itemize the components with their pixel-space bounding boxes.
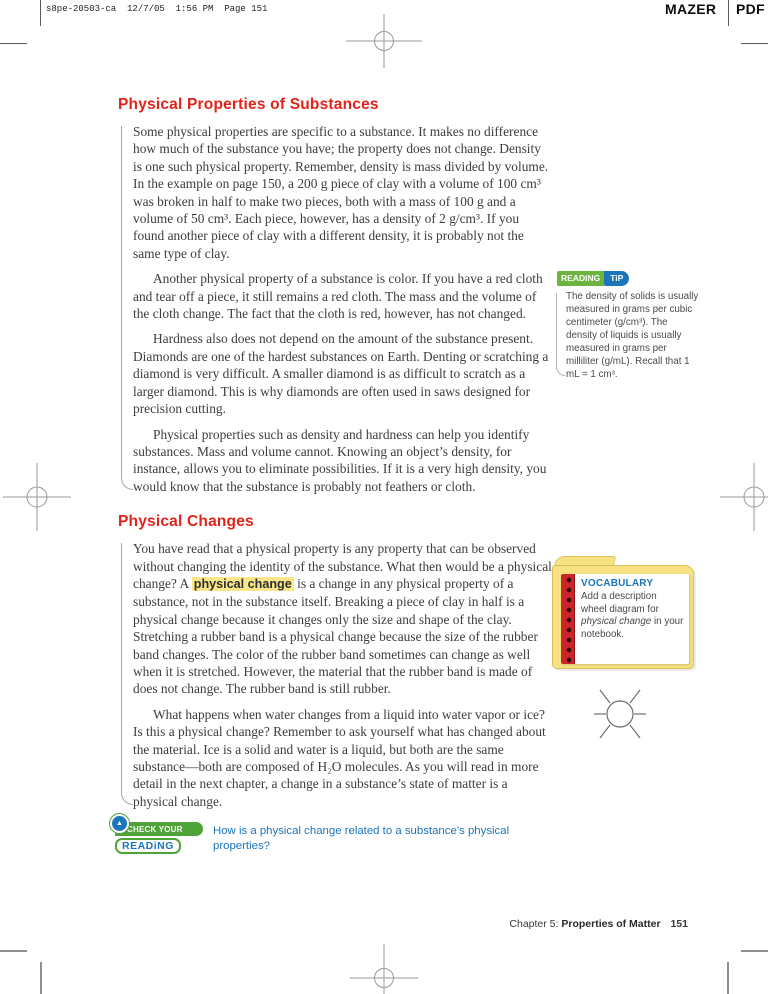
section-heading: Physical Changes [118, 513, 254, 531]
arrow-up-icon: ▲ [110, 814, 129, 833]
vocabulary-heading: VOCABULARY [581, 578, 654, 589]
section-heading: Physical Properties of Substances [118, 96, 379, 113]
vocabulary-sidebar [552, 556, 702, 670]
page-footer [0, 918, 688, 930]
paragraph: Hardness also does not depend on the amount of the substance present. Diamonds are one of the hardest substances on Earth. Denting or scratching a diamond is very difficult. A smaller diamond is as difficult to scratch as a larger diamond. This is why diamonds are often used in saws designed for precision cutting. [133, 331, 549, 417]
badge-top-label: CHECK YOUR [115, 822, 203, 836]
reading-label: READING [557, 271, 604, 286]
paragraph: Physical properties such as density and hardness can help you identify substances. Mass and volume cannot. Knowing an object’s density, for instance, allows you to eliminate possibilities. If it is a very high density, you would know that the substance is probably not feathers or cloth. [133, 426, 547, 494]
vocabulary-text-block [581, 578, 685, 641]
check-your-reading-question: How is a physical change related to a substance’s physical properties? [213, 825, 510, 852]
paragraph: Some physical properties are specific to a substance. It makes no difference how much of the substance you have; the property does not change. Density is one such physical property. Remember, density is mass divided by volume. In the example on page 150, a 200 g piece of clay with a volume of 100 cm³ was broken in half to make two pieces, both with a mass of 100 g and a volume of 50 cm³. Each piece, however, has a density of 2 g/cm³. If you found another piece of clay with a different density, it is probably not the same type of clay. [133, 124, 549, 261]
main-text-column [118, 96, 552, 854]
reading-tip-sidebar [556, 268, 700, 381]
paragraph: What happens when water changes from a liquid into water vapor or ice? Is this a physical change? Remember to ask yourself what has changed about the material. Ice is a solid and water is a liquid, but both are the same substance—both are composed of H₂O molecules. As you will read in more detail in the next chapter, a change in a substance’s state of matter is a physical change. [133, 706, 546, 809]
main-idea-bracket-block [118, 540, 552, 810]
crop-mark [728, 0, 729, 26]
vocab-text-part: in your notebook. [581, 616, 684, 640]
registration-mark-icon [350, 944, 418, 994]
chapter-prefix: Chapter 5: [509, 918, 559, 930]
publisher-label: MAZER [665, 1, 717, 17]
reading-tip-text: The density of solids is usually measured in grams per cubic centimeter (g/cm³). The density of liquids is usually measured in grams per milliliter (g/mL). Recall that 1 mL = 1 cm³. [556, 290, 700, 381]
crop-mark [40, 962, 42, 994]
registration-mark-icon [720, 463, 768, 531]
description-wheel-icon [582, 676, 658, 752]
check-your-reading [115, 819, 552, 854]
check-your-reading-badge [115, 819, 203, 854]
chapter-title: Properties of Matter [561, 918, 661, 930]
crop-mark [741, 43, 768, 44]
vocabulary-instruction [581, 591, 685, 641]
section-physical-changes [118, 513, 552, 854]
registration-mark-icon [3, 463, 71, 531]
folder-graphic [552, 556, 694, 670]
vocab-term-italic: physical change [581, 616, 652, 628]
crop-mark [0, 43, 27, 44]
page-number: 151 [670, 918, 688, 930]
crop-mark [40, 0, 41, 26]
registration-mark-icon [346, 14, 422, 68]
crop-mark [0, 950, 27, 952]
tip-label: TiP [604, 271, 629, 286]
paragraph-text: You have read that a physical property is any property that can be observed without changing the identity of the substance. What then would be a physical change? A [133, 541, 552, 591]
badge-bottom-label: READiNG [115, 838, 181, 854]
main-idea-bracket-block [118, 123, 552, 495]
format-label: PDF [736, 1, 765, 17]
prepress-file-info: s8pe-20503-ca 12/7/05 1:56 PM Page 151 [46, 4, 268, 14]
spiral-binding-icon [561, 574, 575, 664]
section-physical-properties [118, 96, 552, 495]
paragraph: Another physical property of a substance is color. If you have a red cloth and tear off a piece, it still remains a red cloth. The mass and the volume of the cloth change. The fact that the cloth is red, however, has not changed. [133, 271, 543, 322]
vocab-text-part: Add a description wheel diagram for [581, 591, 659, 615]
paragraph-text: is a change in any physical property of a substance, not in the substance itself. Breaking a piece of clay in half is a physical change because it changes only the size and shape of the clay. Stretching a rubber band is a physical change because the size of the rubber band changes. The color of the rubber band sometimes can change as well when it is stretched. However, the material that the rubber band is made of does not change. The rubber band is still rubber. [133, 575, 538, 697]
reading-tip-badge [557, 271, 629, 286]
paragraph [133, 540, 552, 698]
vocab-term-highlight: physical change [193, 576, 292, 591]
notebook-page [561, 574, 689, 664]
crop-mark [741, 950, 768, 952]
crop-mark [727, 962, 729, 994]
